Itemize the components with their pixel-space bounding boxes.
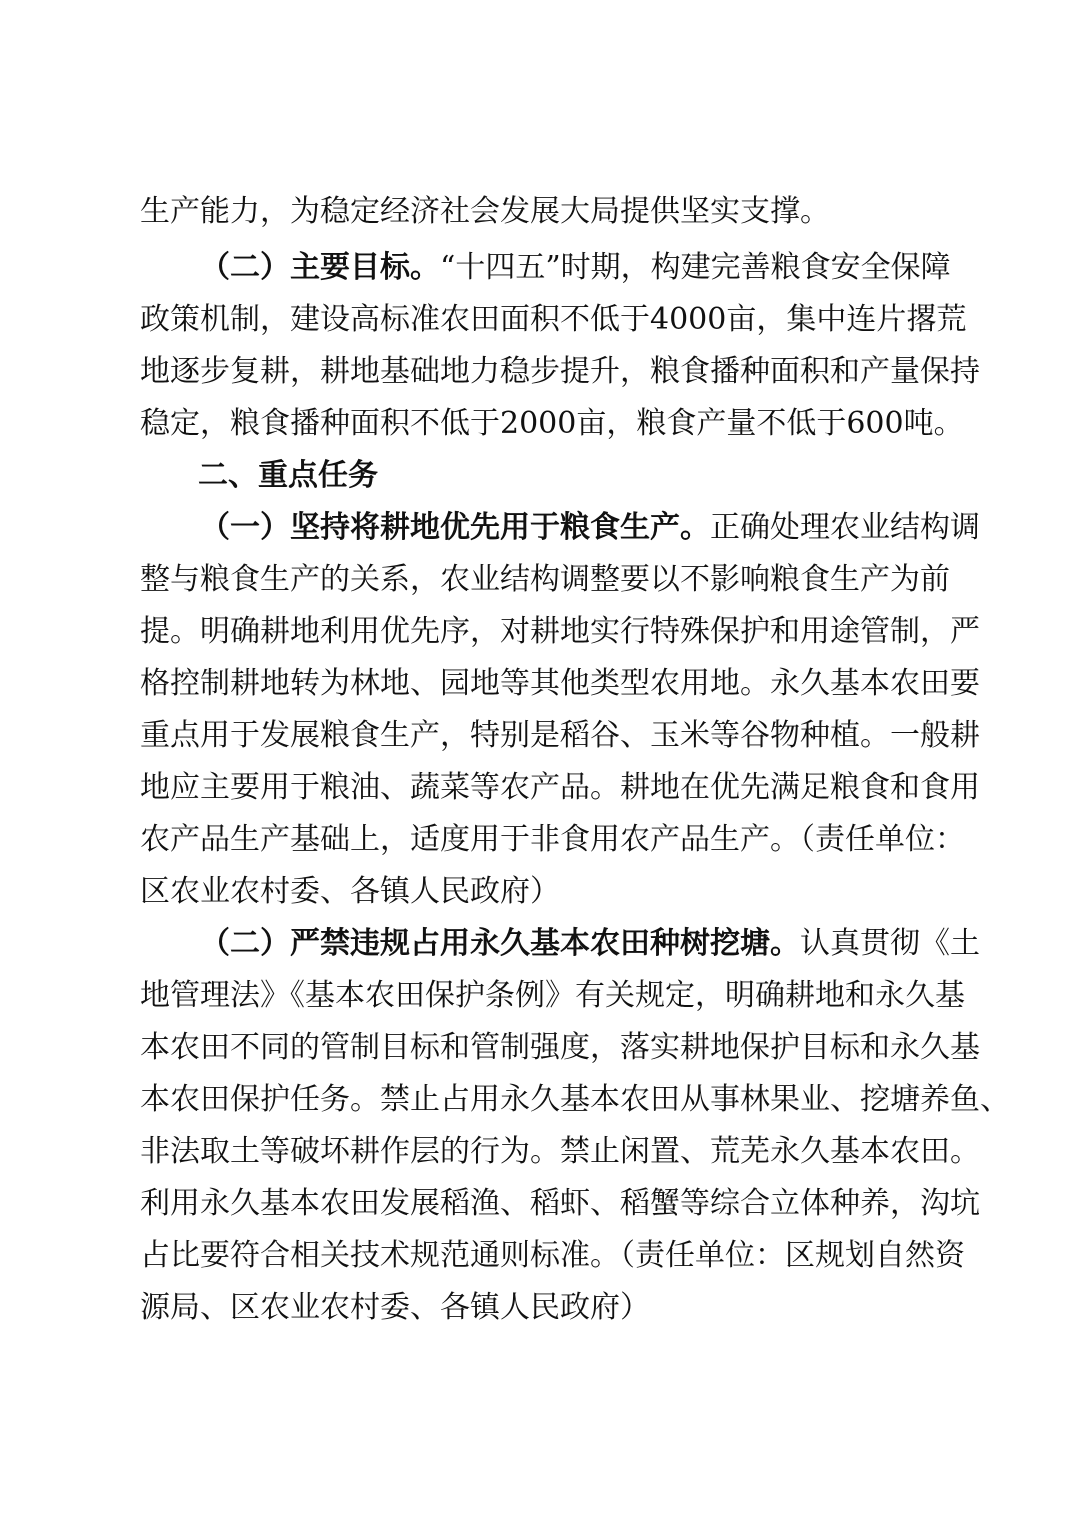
line-text: 整与粮食生产的关系，农业结构调整要以不影响粮食生产为前 bbox=[140, 562, 950, 597]
line-text: 本农田不同的管制目标和管制强度，落实耕地保护目标和永久基 bbox=[140, 1030, 980, 1065]
text-line bbox=[140, 970, 965, 1022]
text-line bbox=[140, 346, 980, 398]
paragraph bbox=[140, 242, 980, 450]
section-heading bbox=[140, 450, 935, 502]
text-line bbox=[140, 1074, 1010, 1126]
line-text: 地应主要用于粮油、蔬菜等农产品。耕地在优先满足粮食和食用 bbox=[140, 770, 980, 805]
line-text: 源局、区农业农村委、各镇人民政府） bbox=[140, 1290, 650, 1325]
line-text: 地管理法》《基本农田保护条例》有关规定，明确耕地和永久基 bbox=[140, 978, 965, 1013]
text-line bbox=[140, 762, 980, 814]
line-text: 正确处理农业结构调 bbox=[710, 510, 980, 545]
text-line bbox=[140, 1178, 980, 1230]
paragraph-lead-title: （二）主要目标。 bbox=[200, 250, 440, 285]
text-line bbox=[140, 606, 980, 658]
text-line bbox=[140, 1230, 965, 1282]
line-text: 地逐步复耕，耕地基础地力稳步提升，粮食播种面积和产量保持 bbox=[140, 354, 980, 389]
text-line bbox=[140, 918, 980, 970]
text-line bbox=[140, 502, 980, 554]
line-text: 格控制耕地转为林地、园地等其他类型农用地。永久基本农田要 bbox=[140, 666, 980, 701]
line-text: 提。明确耕地利用优先序，对耕地实行特殊保护和用途管制，严 bbox=[140, 614, 980, 649]
text-line bbox=[140, 658, 980, 710]
line-text: 非法取土等破坏耕作层的行为。禁止闲置、荒芜永久基本农田。 bbox=[140, 1134, 980, 1169]
line-text: 农产品生产基础上，适度用于非食用农产品生产。（责任单位： bbox=[140, 822, 965, 857]
text-line bbox=[140, 294, 967, 346]
paragraph-lead-title: （一）坚持将耕地优先用于粮食生产。 bbox=[200, 510, 710, 545]
document-page bbox=[140, 186, 1010, 1334]
text-line bbox=[140, 1022, 980, 1074]
text-line bbox=[140, 1282, 935, 1334]
paragraph bbox=[140, 502, 980, 918]
text-line bbox=[140, 866, 935, 918]
text-line bbox=[140, 398, 964, 450]
line-text: 生产能力，为稳定经济社会发展大局提供坚实支撑。 bbox=[140, 194, 830, 229]
text-line bbox=[140, 186, 935, 238]
line-text: 重点用于发展粮食生产，特别是稻谷、玉米等谷物种植。一般耕 bbox=[140, 718, 980, 753]
text-line bbox=[140, 710, 980, 762]
line-text: 占比要符合相关技术规范通则标准。（责任单位：区规划自然资 bbox=[140, 1238, 965, 1273]
text-line bbox=[140, 450, 935, 502]
line-text: “十四五”时期，构建完善粮食安全保障 bbox=[440, 250, 951, 285]
text-line bbox=[140, 554, 950, 606]
line-text: 二、重点任务 bbox=[198, 458, 378, 493]
line-text: 区农业农村委、各镇人民政府） bbox=[140, 874, 560, 909]
paragraph-lead-title: （二）严禁违规占用永久基本农田种树挖塘。 bbox=[200, 926, 800, 961]
text-line bbox=[140, 242, 951, 294]
line-text: 政策机制，建设高标准农田面积不低于4000亩，集中连片撂荒 bbox=[140, 302, 967, 337]
line-text: 认真贯彻《土 bbox=[800, 926, 980, 961]
line-text: 本农田保护任务。禁止占用永久基本农田从事林果业、挖塘养鱼、 bbox=[140, 1082, 1010, 1117]
paragraph bbox=[140, 918, 1010, 1334]
line-text: 稳定，粮食播种面积不低于2000亩，粮食产量不低于600吨。 bbox=[140, 406, 964, 441]
text-line bbox=[140, 1126, 980, 1178]
line-text: 利用永久基本农田发展稻渔、稻虾、稻蟹等综合立体种养，沟坑 bbox=[140, 1186, 980, 1221]
paragraph bbox=[140, 186, 935, 238]
text-line bbox=[140, 814, 965, 866]
